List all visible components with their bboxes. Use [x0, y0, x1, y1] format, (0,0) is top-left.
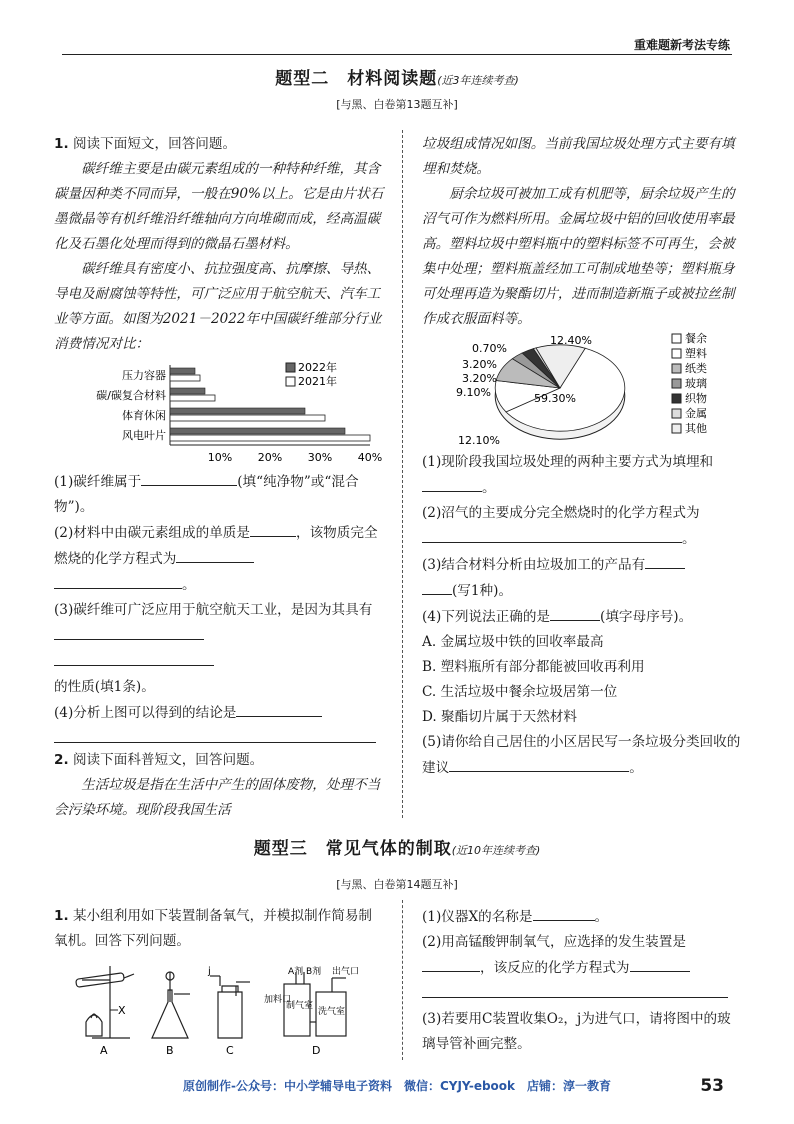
label-b: B: [166, 1044, 174, 1057]
legend-label: 织物: [685, 392, 707, 405]
q2-sub5-text: (5)请你给自己居住的小区居民写一条垃圾分类回收的建议: [422, 734, 741, 776]
q1-para2: 碳纤维具有密度小、抗拉强度高、抗摩擦、导热、导电及耐腐蚀等特性，可广泛应用于航空航天、汽车工业等方面。如图为2021－2022年中国碳纤维部分行业消费情况对比：: [54, 261, 382, 352]
d-label-a: A剂: [288, 967, 304, 977]
q2-para2: 厨余垃圾可被加工成有机肥等，厨余垃圾产生的沼气可作为燃料所用。金属垃圾中铝的回收使用率最高。塑料垃圾中塑料瓶中的塑料标签不可再生，会被集中处理；塑料瓶盖经加工可制成地垫等；塑料瓶身可处理再造为聚酯切片，进而制造新瓶子或被拉丝制作成衣服面料等。: [422, 186, 735, 327]
q3-sub2-text: (2)用高锰酸钾制氧气，应选择的发生装置是: [422, 934, 686, 950]
category-label: 压力容器: [122, 369, 166, 382]
pie-value-label: 9.10%: [456, 386, 491, 399]
q2-sub3-blank[interactable]: [645, 552, 685, 569]
q2-sub3-blank2[interactable]: [422, 578, 452, 595]
column-divider: [402, 130, 403, 818]
section2-note: (近3年连续考查): [437, 74, 519, 87]
d-label-reactor: 制气室: [286, 1001, 314, 1011]
q1-sub4-text: (4)分析上图可以得到的结论是: [54, 705, 237, 721]
section3-title: [0, 834, 794, 859]
bar-2021: [170, 435, 370, 441]
x-tick-label: 10%: [207, 451, 233, 464]
footer-credit: 原创制作-公众号：中小学辅导电子资料 微信：CYJY-ebook 店铺：淳一教育: [182, 1079, 612, 1093]
q2-sub1-text: (1)现阶段我国垃圾处理的两种主要方式为填埋和: [422, 454, 714, 470]
q2-sub1-blank[interactable]: [422, 475, 482, 492]
legend-swatch: [672, 409, 681, 418]
apparatus-b: [152, 972, 190, 1038]
q1-sub3-blank2[interactable]: [54, 649, 214, 666]
legend-label: 餐余: [685, 332, 707, 345]
bar-2022: [170, 368, 195, 374]
q2-number: 2.: [54, 752, 69, 768]
legend-label: 金属: [685, 407, 707, 420]
q3-sub2-blank1[interactable]: [422, 955, 480, 972]
legend-swatch: [286, 377, 295, 386]
page-number: 53: [700, 1076, 724, 1096]
q2-sub2-end: 。: [682, 531, 696, 547]
q2-sub3-tail: (写1种)。: [452, 583, 513, 599]
legend-swatch: [672, 379, 681, 388]
q3-number: 1.: [54, 908, 69, 924]
q2-sub4-tail: (填字母序号)。: [600, 609, 693, 625]
apparatus-c: [210, 976, 250, 1038]
label-d: D: [312, 1044, 321, 1057]
category-label: 体育休闲: [122, 409, 166, 422]
label-a: A: [100, 1044, 108, 1057]
q3-sub3-text: (3)若要用C装置收集O₂，j为进气口，请将图中的玻璃导管补画完整。: [422, 1011, 731, 1052]
q3-sub1-text: (1)仪器X的名称是: [422, 909, 533, 925]
q1-sub3-tail: 的性质(填1条)。: [54, 679, 155, 695]
pie-value-label: 3.20%: [462, 358, 497, 371]
legend-label: 玻璃: [685, 377, 707, 390]
apparatus-a: [76, 966, 134, 1038]
header-rule: [62, 54, 732, 55]
legend-swatch: [672, 334, 681, 343]
q3-sub2-mid: ，该反应的化学方程式为: [480, 960, 630, 976]
legend-swatch: [286, 363, 295, 372]
pie-value-label: 59.30%: [534, 392, 576, 405]
category-label: 碳/碳复合材料: [96, 389, 166, 402]
legend-label: 其他: [685, 422, 707, 435]
q2-sub2-blank[interactable]: [422, 526, 682, 543]
legend-swatch: [672, 424, 681, 433]
bar-2021: [170, 415, 325, 421]
q1-sub2-blank1[interactable]: [250, 520, 296, 537]
q3-sub2-blank2[interactable]: [630, 955, 690, 972]
column-divider-2: [402, 900, 403, 1060]
q2-sub1-end: 。: [482, 480, 496, 496]
section3-subtitle: [与黑、白卷第14题互补]: [336, 878, 458, 891]
garbage-pie-area: [422, 332, 742, 450]
question-2-part1: [54, 748, 384, 823]
apparatus-j-label: j: [208, 966, 211, 977]
pie-value-label: 3.20%: [462, 372, 497, 385]
legend-label: 纸类: [685, 362, 707, 375]
legend-swatch: [672, 394, 681, 403]
q1-sub4-blank[interactable]: [236, 700, 322, 717]
q1-sub2-blank2[interactable]: [176, 546, 254, 563]
apparatus-x-label: X: [118, 1004, 126, 1017]
legend-label: 2022年: [298, 361, 337, 374]
q2-sub2-text: (2)沼气的主要成分完全燃烧时的化学方程式为: [422, 505, 700, 521]
question-2-part2: [422, 132, 742, 781]
q2-sub4-text: (4)下列说法正确的是: [422, 609, 551, 625]
q1-sub3-text: (3)碳纤维可广泛应用于航空航天工业，是因为其具有: [54, 602, 373, 618]
q3-sub1-blank[interactable]: [533, 904, 595, 921]
q1-number: 1.: [54, 136, 69, 152]
q2-stem: 阅读下面科普短文，回答问题。: [72, 752, 264, 768]
section2-title-text: 题型二 材料阅读题: [275, 69, 438, 89]
question-3-subs: [422, 904, 742, 1057]
q2-sub3-text: (3)结合材料分析由垃圾加工的产品有: [422, 557, 646, 573]
garbage-pie-chart: [422, 332, 742, 450]
q2-sub5-blank[interactable]: [449, 755, 629, 772]
q2-para1b: 垃圾组成情况如图。当前我国垃圾处理方式主要有填埋和焚烧。: [422, 136, 735, 177]
q1-sub1-blank[interactable]: [141, 469, 237, 486]
q1-sub3-blank[interactable]: [54, 623, 204, 640]
q1-sub4-blank2[interactable]: [54, 726, 376, 743]
q1-sub2-mid: ，该物质完全燃烧的化学方程式为: [54, 525, 378, 567]
d-label-outlet: 出气口: [332, 967, 360, 977]
q2-option-d: D. 聚酯切片属于天然材料: [422, 709, 577, 725]
legend-swatch: [672, 349, 681, 358]
question-3: [54, 904, 384, 954]
d-label-inlet: 加料口: [264, 995, 292, 1005]
pie-value-label: 12.10%: [458, 434, 500, 447]
q2-option-a: A. 金属垃圾中铁的回收率最高: [422, 634, 604, 650]
q2-option-c: C. 生活垃圾中餐余垃圾居第一位: [422, 684, 618, 700]
q1-sub2-blank3[interactable]: [54, 572, 182, 589]
q1-sub2-end: 。: [182, 577, 196, 593]
category-label: 风电叶片: [122, 429, 166, 442]
bar-2022: [170, 428, 345, 434]
legend-label: 2021年: [298, 375, 337, 388]
pie-value-label: 0.70%: [472, 342, 507, 355]
section2-subtitle: [与黑、白卷第13题互补]: [336, 98, 458, 111]
q1-sub1-tail: (填“纯净物”或“混合物”)。: [54, 474, 359, 515]
q3-stem: 某小组利用如下装置制备氧气，并模拟制作简易制氧机。回答下列问题。: [54, 908, 373, 949]
bar-2022: [170, 388, 205, 394]
q2-para1a: 生活垃圾是指在生活中产生的固体废物，处理不当会污染环境。现阶段我国生活: [54, 777, 381, 818]
q2-option-b: B. 塑料瓶所有部分都能被回收再利用: [422, 659, 645, 675]
d-label-b: B剂: [306, 967, 322, 977]
q1-para1: 碳纤维主要是由碳元素组成的一种特种纤维，其含碳量因种类不同而异，一般在90%以上。它是由片状石墨微晶等有机纤维沿纤维轴向方向堆砌而成，经高温碳化及石墨化处理而得到的微晶石墨材料。: [54, 161, 384, 252]
x-tick-label: 30%: [307, 451, 333, 464]
q1-sub1-text: (1)碳纤维属于: [54, 474, 142, 490]
bar-2021: [170, 375, 200, 381]
bar-2022: [170, 408, 305, 414]
section3-title-text: 题型三 常见气体的制取: [253, 839, 452, 859]
label-c: C: [226, 1044, 234, 1057]
d-label-wash: 洗气室: [318, 1007, 346, 1017]
apparatus-figure: [70, 962, 370, 1058]
section3-note: (近10年连续考查): [451, 844, 541, 857]
q2-sub5-end: 。: [629, 760, 643, 776]
q2-sub4-blank[interactable]: [550, 604, 600, 621]
x-tick-label: 40%: [357, 451, 383, 464]
x-tick-label: 20%: [257, 451, 283, 464]
question-1: [54, 132, 384, 752]
section2-title: [0, 64, 794, 89]
legend-label: 塑料: [685, 347, 707, 360]
q1-stem: 阅读下面短文，回答问题。: [72, 136, 237, 152]
bar-2021: [170, 395, 215, 401]
legend-swatch: [672, 364, 681, 373]
series-header: 重难题新考法专练: [633, 38, 730, 52]
q3-sub2-blank3[interactable]: [422, 981, 728, 998]
q1-sub2-text: (2)材料中由碳元素组成的单质是: [54, 525, 250, 541]
q3-sub1-end: 。: [594, 909, 609, 925]
carbon-fiber-bar-chart: [54, 357, 384, 469]
pie-value-label: 12.40%: [550, 334, 592, 347]
carbon-fiber-chart-area: [54, 357, 384, 469]
